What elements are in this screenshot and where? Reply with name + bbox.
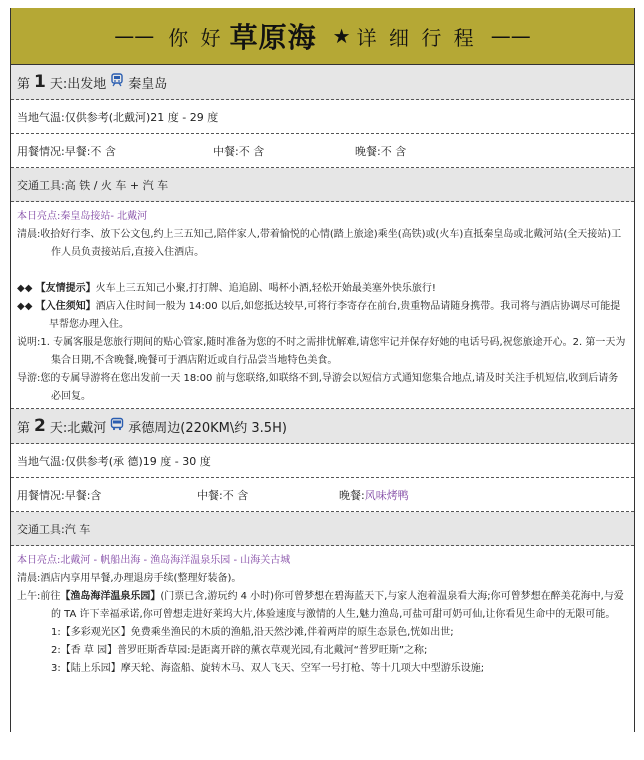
guide-label: 导游:: [17, 373, 41, 384]
meal-dinner-value: 风味烤鸭: [364, 488, 409, 502]
weather-text: 当地气温:仅供参考(北戴河)21 度 - 29 度: [17, 110, 219, 124]
day-1-meals: [11, 134, 634, 168]
morning-label: 清晨:: [17, 229, 41, 240]
day-1-detail: [11, 202, 634, 409]
morning-label: 清晨:: [17, 573, 41, 584]
meal-dinner: 晚餐:不 含: [355, 144, 407, 158]
banner-right-dash: ——: [490, 24, 531, 48]
tip-title: 【友情提示】: [35, 283, 96, 294]
day-to: 承德周边(220KM\约 3.5H): [128, 420, 287, 436]
tip-checkin: [17, 298, 628, 334]
day-1-transport: [11, 168, 634, 202]
list-item: 1:【多彩观光区】免费乘坐渔民的木质的渔船,沿天然沙滩,伴着两岸的原生态景色,恍如出世;: [51, 627, 454, 638]
morning-text: 收拾好行李、放下公文包,约上三五知己,陪伴家人,带着愉悦的心情(踏上旅途)乘坐(高铁)或(火车)直抵秦皇岛或北戴河站(全天接站)工作人员负责接站后,直接入住酒店。: [40, 229, 622, 258]
morning-para: [17, 226, 628, 262]
bus-icon: [110, 417, 124, 435]
day-2-transport: [11, 512, 634, 546]
forenoon-label: 上午:: [17, 591, 41, 602]
guide-text: 您的专属导游将在您出发前一天 18:00 前与您联络,如联络不到,导游会以短信方式通知您集合地点,请及时关注手机短信,收到后请务必回复。: [40, 373, 619, 402]
weather-text: 当地气温:仅供参考(承 德)19 度 - 30 度: [17, 454, 211, 468]
guide-para: [17, 370, 628, 406]
morning-text: 酒店内享用早餐,办理退房手续(整理好装备)。: [40, 573, 242, 584]
day-from: 北戴河: [67, 420, 107, 436]
train-icon: [110, 73, 124, 91]
highlights: 本日亮点:北戴河 - 帆船出海 - 渔岛海洋温泉乐园 - 山海关古城: [17, 555, 291, 566]
day-1-weather: [11, 100, 634, 134]
tip-friendly: [17, 280, 628, 298]
forenoon-para: [17, 588, 628, 624]
tip-title: 【入住须知】: [35, 301, 96, 312]
transport-text: 交通工具:汽 车: [17, 522, 91, 536]
meal-breakfast: 用餐情况:早餐:含: [17, 488, 102, 502]
note-para: [17, 334, 628, 370]
star-icon: ★: [332, 24, 351, 48]
itinerary-frame: [10, 8, 635, 732]
day-prefix: 第: [17, 76, 31, 92]
day-2-meals: [11, 478, 634, 512]
banner-left-dash: ——: [114, 24, 155, 48]
title-banner: [11, 8, 634, 65]
day-suffix: 天:: [49, 76, 68, 92]
forenoon-pre: 前往: [40, 591, 61, 602]
transport-text: 交通工具:高 铁 / 火 车 + 汽 车: [17, 178, 169, 192]
day-2-header: [11, 409, 634, 444]
day-number: 1: [34, 72, 46, 92]
tip-text: 火车上三五知己小聚,打打牌、追追剧、喝杯小酒,轻松开始最美塞外快乐旅行!: [95, 283, 436, 294]
list-item: 2:【香 草 园】普罗旺斯香草园:是距离开辟的薰衣草观光园,有北戴河“普罗旺斯”之称;: [51, 645, 428, 656]
day-number: 2: [34, 416, 46, 436]
highlights: 本日亮点:秦皇岛接站- 北戴河: [17, 211, 148, 222]
day-2-detail: [11, 546, 634, 680]
meal-lunch: 中餐:不 含: [213, 144, 265, 158]
tip-text: 酒店入住时间一般为 14:00 以后,如您抵达较早,可将行李寄存在前台,贵重物品请随身携带。我司将与酒店协调尽可能提早帮您办理入住。: [49, 301, 621, 330]
meal-lunch: 中餐:不 含: [197, 488, 249, 502]
day-1-header: [11, 65, 634, 100]
diamond-icon: ◆◆: [17, 301, 33, 312]
day-prefix: 第: [17, 420, 31, 436]
banner-suffix: 详 细 行 程: [356, 25, 477, 50]
diamond-icon: ◆◆: [17, 283, 33, 294]
meal-breakfast: 用餐情况:早餐:不 含: [17, 144, 116, 158]
forenoon-venue: 【渔岛海洋温泉乐园】: [60, 591, 161, 602]
banner-highlight: 草原海: [229, 21, 317, 54]
note-label: 说明:: [17, 337, 41, 348]
morning-para: [17, 570, 628, 588]
list-item: 3:【陆上乐园】摩天轮、海盗船、旋转木马、双人飞天、空军一号打枪、等十几项大中型游乐设施;: [51, 663, 485, 674]
day-2-weather: [11, 444, 634, 478]
forenoon-text: (门票已含,游玩约 4 小时)你可曾梦想在碧海蓝天下,与家人泡着温泉看大海;你可曾梦想在醉美花海中,与爱的 TA 许下幸福承诺,你可曾想走进好莱坞大片,体验速度与激情的人生,魅力渔岛,可盐可甜可奶可仙,让你看见生命中的无限可能。: [51, 591, 624, 620]
meal-dinner-label: 晚餐:: [339, 488, 365, 502]
day-from: 出发地: [67, 76, 107, 92]
banner-prefix: 你 好: [168, 25, 224, 50]
note-text: 1. 专属客服是您旅行期间的贴心管家,随时准备为您的不时之需排忧解难,请您牢记并保存好她的电话号码,祝您旅途开心。2. 第一天为集合日期,不含晚餐,晚餐可于酒店附近或自行品尝当地特色美食。: [40, 337, 626, 366]
day-to: 秦皇岛: [128, 76, 168, 92]
day-suffix: 天:: [49, 420, 68, 436]
